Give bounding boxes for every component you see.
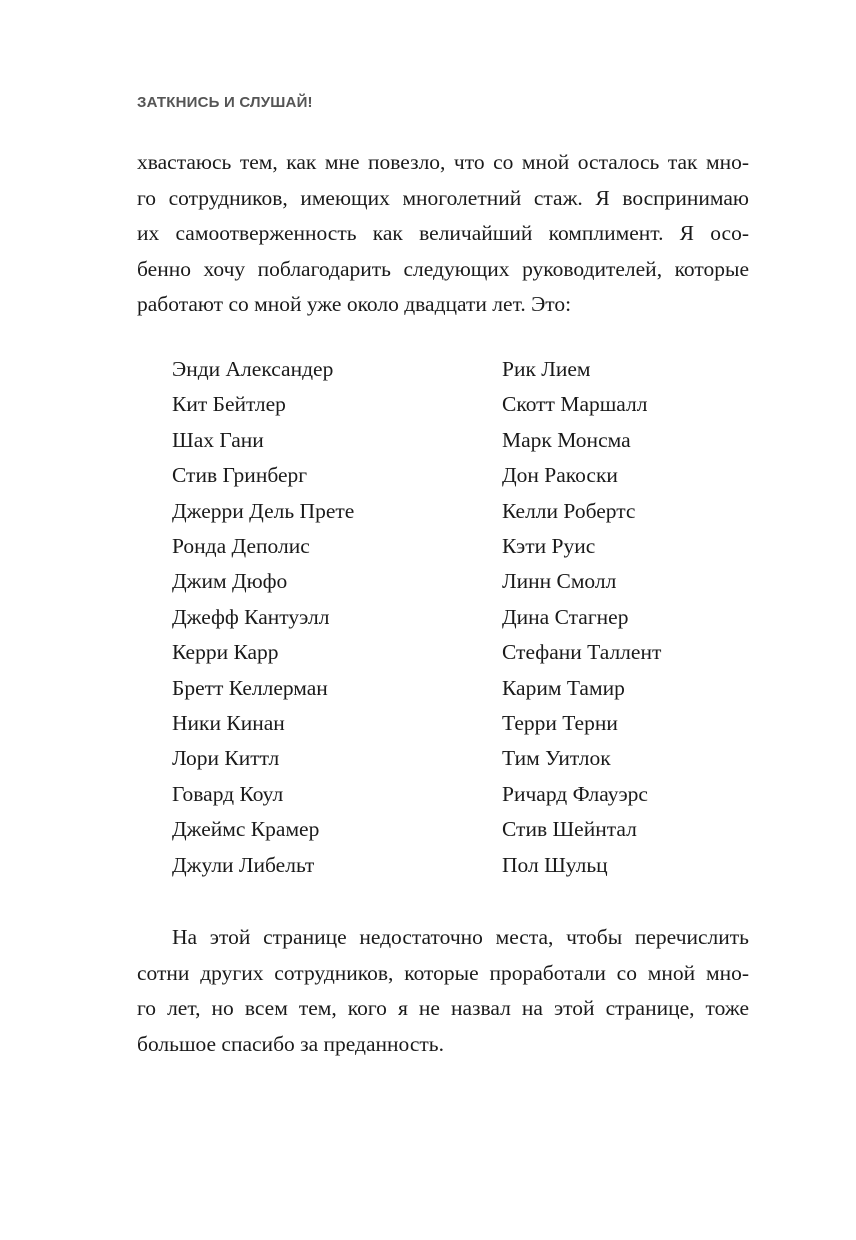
text-line: их самоотверженность как величайший комплимент. Я осо- — [137, 221, 749, 245]
name-item: Джули Либельт — [172, 852, 315, 877]
name-item: Рик Лием — [502, 357, 591, 381]
name-item: Дина Стагнер — [502, 604, 629, 629]
name-item: Джим Дюфо — [172, 569, 288, 594]
name-item: Тим Уитлок — [502, 746, 611, 771]
name-item: Карим Тамир — [502, 675, 625, 700]
name-item: Ронда Деполис — [172, 534, 310, 559]
names-column-left — [172, 352, 354, 883]
text-line: го сотрудников, имеющих многолетний стаж. Я воспринимаю — [137, 185, 749, 210]
text-line: большое спасибо за преданность. — [137, 1031, 444, 1056]
paragraph-closing — [137, 920, 749, 1062]
name-item: Кэти Руис — [502, 534, 596, 559]
name-item: Стив Шейнтал — [502, 817, 637, 842]
text-line: го лет, но всем тем, кого я не назвал на этой странице, тоже — [137, 996, 749, 1020]
name-item: Бретт Келлерман — [172, 675, 328, 700]
name-item: Джефф Кантуэлл — [172, 604, 330, 629]
text-line: бенно хочу поблагодарить следующих руководителей, которые — [137, 256, 749, 281]
text-line: сотни других сотрудников, которые проработали со мной мно- — [137, 960, 749, 985]
text-line: хвастаюсь тем, как мне повезло, что со мной осталось так мно- — [137, 150, 749, 174]
name-item: Кит Бейтлер — [172, 392, 286, 417]
names-column-right — [502, 352, 661, 883]
paragraph-intro — [137, 145, 749, 323]
text-line: На этой странице недостаточно места, чтобы перечислить — [172, 925, 749, 949]
name-item: Шах Гани — [172, 427, 264, 452]
running-head: ЗАТКНИСЬ И СЛУШАЙ! — [137, 94, 313, 111]
name-item: Керри Карр — [172, 640, 279, 665]
name-item: Лори Киттл — [172, 746, 280, 771]
name-item: Джерри Дель Прете — [172, 498, 355, 523]
name-item: Ричард Флауэрс — [502, 781, 648, 806]
text-line: работают со мной уже около двадцати лет. Это: — [137, 292, 572, 316]
name-item: Энди Александер — [172, 357, 334, 381]
name-item: Линн Смолл — [502, 569, 617, 594]
name-item: Говард Коул — [172, 781, 284, 806]
name-item: Марк Монсма — [502, 427, 631, 452]
name-item: Келли Робертс — [502, 498, 636, 523]
name-item: Терри Терни — [502, 711, 618, 736]
name-item: Стив Гринберг — [172, 463, 308, 488]
name-item: Ники Кинан — [172, 711, 285, 736]
name-item: Пол Шульц — [502, 852, 608, 877]
name-item: Стефани Таллент — [502, 640, 662, 665]
name-item: Скотт Маршалл — [502, 392, 648, 417]
name-item: Дон Ракоски — [502, 463, 618, 488]
name-item: Джеймс Крамер — [172, 817, 320, 842]
